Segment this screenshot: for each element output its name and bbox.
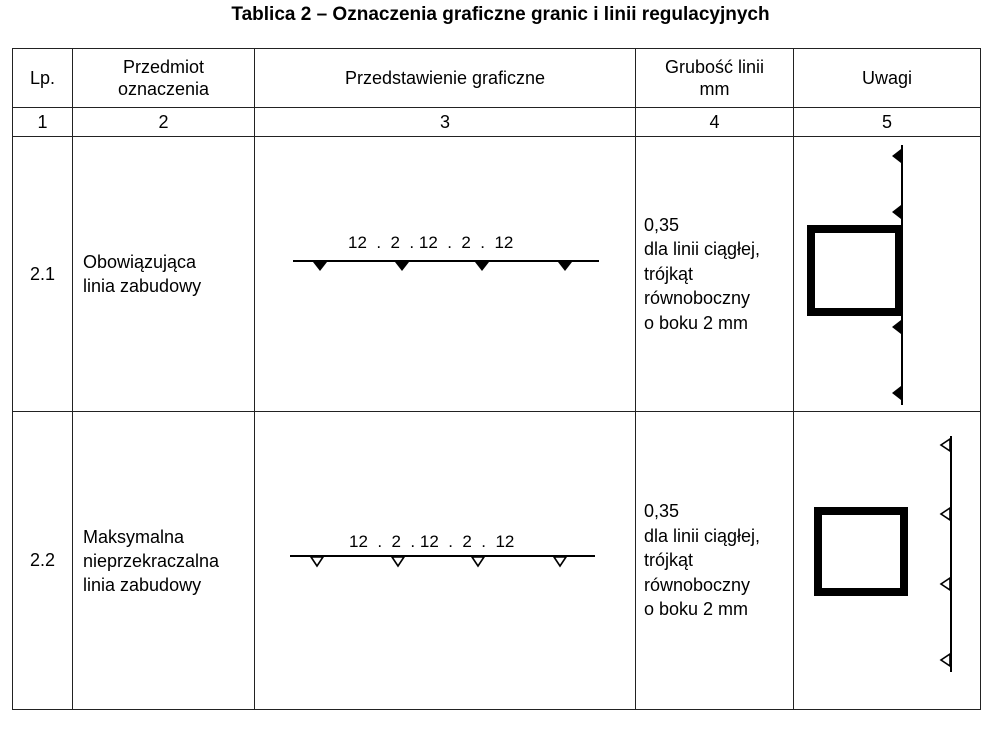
table-title: Tablica 2 – Oznaczenia graficzne granic i linii regulacyjnych (231, 4, 770, 25)
outline-triangle-line-icon (255, 412, 635, 709)
subject-line: nieprzekraczalna (83, 550, 220, 571)
table-row (13, 412, 981, 710)
thickness-line: 0,35 (644, 501, 680, 522)
header-row (13, 49, 981, 108)
thickness-line: równoboczny (644, 574, 751, 595)
filled-triangle-line-icon (255, 137, 635, 411)
thickness-line: 0,35 (644, 214, 680, 235)
dash-pattern-label: 12 . 2 . 12 . 2 . 12 (348, 233, 514, 252)
subject-line: Maksymalna (83, 526, 185, 547)
thickness-line: równoboczny (644, 288, 751, 309)
table-row (13, 137, 981, 412)
column-number-row (13, 108, 981, 137)
row-thickness (636, 137, 794, 412)
row-lp: 2.2 (13, 412, 73, 710)
colnum-4: 4 (636, 108, 794, 137)
row-subject (73, 137, 255, 412)
header-thickness (636, 49, 794, 108)
building-with-mandatory-line-icon (794, 137, 980, 411)
colnum-1: 1 (13, 108, 73, 137)
thickness-line: dla linii ciągłej, (644, 239, 761, 260)
header-subject-line1: Przedmiot (122, 57, 205, 77)
colnum-2: 2 (73, 108, 255, 137)
header-subject (73, 49, 255, 108)
header-remarks: Uwagi (794, 49, 981, 108)
thickness-line: o boku 2 mm (644, 599, 749, 620)
row-thickness (636, 412, 794, 710)
thickness-line: o boku 2 mm (644, 312, 749, 333)
header-thickness-line1: Grubość linii (664, 57, 765, 77)
dash-pattern-label: 12 . 2 . 12 . 2 . 12 (349, 532, 515, 551)
thickness-line: dla linii ciągłej, (644, 525, 761, 546)
subject-line: linia zabudowy (83, 276, 202, 296)
regulation-lines-table (12, 48, 981, 710)
colnum-5: 5 (794, 108, 981, 137)
thickness-line: trójkąt (644, 550, 694, 571)
header-subject-line2: oznaczenia (117, 79, 210, 99)
colnum-3: 3 (255, 108, 636, 137)
subject-line: linia zabudowy (83, 574, 202, 595)
header-thickness-line2: mm (699, 79, 730, 99)
row-graphic (255, 137, 636, 412)
row-remarks (794, 412, 981, 710)
subject-line: Obowiązująca (83, 252, 197, 272)
building-with-max-line-icon (794, 412, 980, 709)
row-remarks (794, 137, 981, 412)
row-graphic (255, 412, 636, 710)
thickness-line: trójkąt (644, 263, 694, 284)
row-lp: 2.1 (13, 137, 73, 412)
row-subject (73, 412, 255, 710)
header-lp: Lp. (13, 49, 73, 108)
header-graphic: Przedstawienie graficzne (255, 49, 636, 108)
